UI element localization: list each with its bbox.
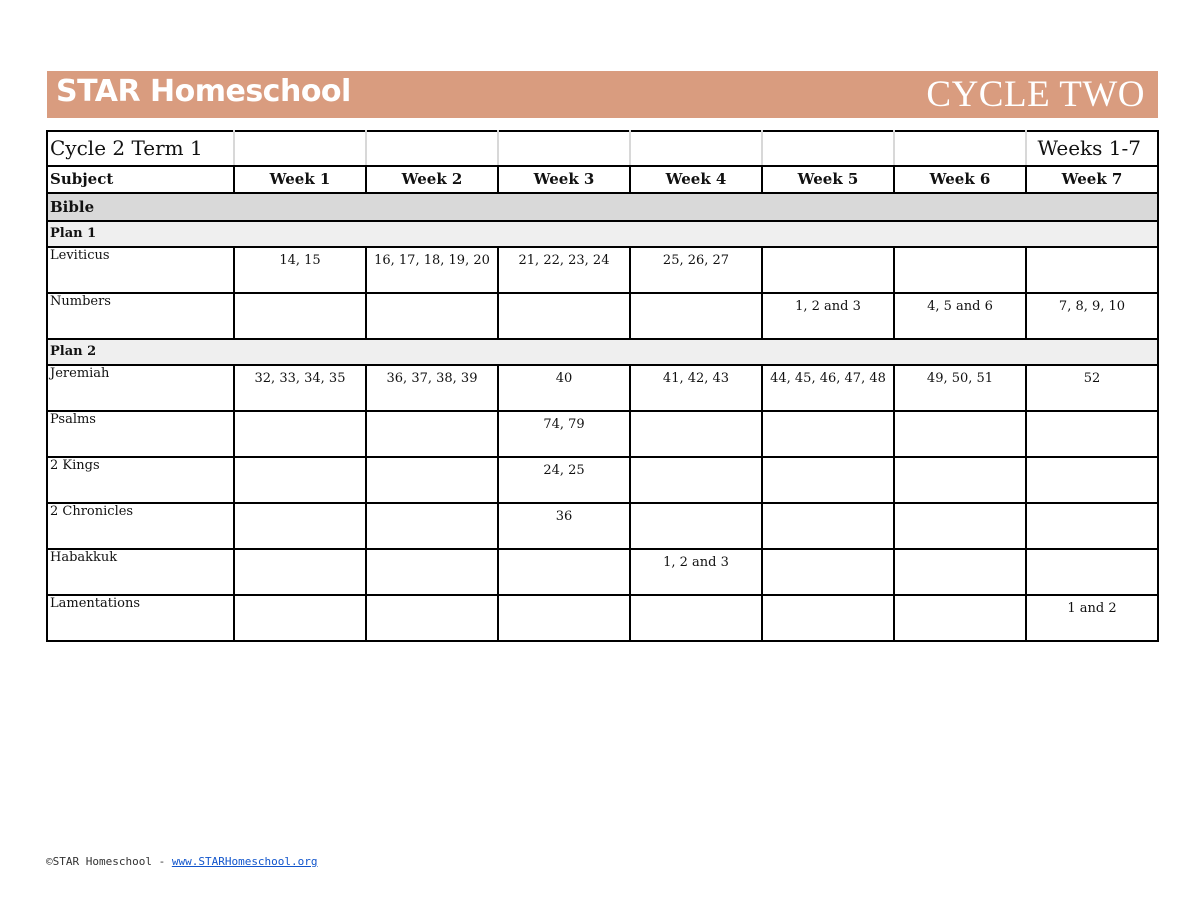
footer: [46, 855, 318, 868]
chapters-cell-week-6: [894, 549, 1026, 595]
chapters-cell-week-1: [234, 411, 366, 457]
column-header-subject: Subject: [47, 166, 234, 193]
reading-plan-table: [46, 130, 1159, 642]
cycle-label: CYCLE TWO: [926, 74, 1145, 115]
chapters-cell-week-7: [1026, 247, 1158, 293]
header-banner: [47, 71, 1158, 118]
column-header-week-4: Week 4: [630, 166, 762, 193]
chapters-cell-week-7: 1 and 2: [1026, 595, 1158, 641]
chapters-cell-week-5: [762, 549, 894, 595]
chapters-cell-week-4: [630, 457, 762, 503]
brand-title: STAR Homeschool: [56, 74, 351, 109]
chapters-cell-week-5: [762, 595, 894, 641]
chapters-cell-week-2: [366, 293, 498, 339]
chapters-cell-week-5: [762, 247, 894, 293]
plan-row: [47, 221, 1158, 247]
chapters-cell-week-6: [894, 457, 1026, 503]
title-spacer: [366, 131, 498, 166]
chapters-cell-week-6: 4, 5 and 6: [894, 293, 1026, 339]
chapters-cell-week-7: 7, 8, 9, 10: [1026, 293, 1158, 339]
chapters-cell-week-4: [630, 503, 762, 549]
subject-cell: Psalms: [47, 411, 234, 457]
chapters-cell-week-2: [366, 595, 498, 641]
chapters-cell-week-1: [234, 503, 366, 549]
table-row: [47, 503, 1158, 549]
chapters-cell-week-5: 1, 2 and 3: [762, 293, 894, 339]
chapters-cell-week-2: [366, 503, 498, 549]
chapters-cell-week-4: [630, 293, 762, 339]
chapters-cell-week-4: 1, 2 and 3: [630, 549, 762, 595]
chapters-cell-week-3: [498, 595, 630, 641]
subject-cell: Lamentations: [47, 595, 234, 641]
title-spacer: [762, 131, 894, 166]
chapters-cell-week-7: 52: [1026, 365, 1158, 411]
chapters-cell-week-6: [894, 503, 1026, 549]
chapters-cell-week-1: [234, 595, 366, 641]
chapters-cell-week-3: 36: [498, 503, 630, 549]
subject-cell: 2 Chronicles: [47, 503, 234, 549]
chapters-cell-week-1: 14, 15: [234, 247, 366, 293]
plan-label: Plan 1: [47, 221, 1158, 247]
plan-label: Plan 2: [47, 339, 1158, 365]
section-row-bible: [47, 193, 1158, 221]
chapters-cell-week-3: 40: [498, 365, 630, 411]
chapters-cell-week-3: 74, 79: [498, 411, 630, 457]
column-header-week-5: Week 5: [762, 166, 894, 193]
chapters-cell-week-3: 24, 25: [498, 457, 630, 503]
column-header-week-6: Week 6: [894, 166, 1026, 193]
chapters-cell-week-6: [894, 247, 1026, 293]
table-row: [47, 247, 1158, 293]
title-spacer: [498, 131, 630, 166]
chapters-cell-week-3: [498, 549, 630, 595]
subject-cell: Leviticus: [47, 247, 234, 293]
term-title: Cycle 2 Term 1: [47, 131, 234, 166]
chapters-cell-week-2: 16, 17, 18, 19, 20: [366, 247, 498, 293]
chapters-cell-week-2: [366, 549, 498, 595]
table-row: [47, 365, 1158, 411]
table-row: [47, 549, 1158, 595]
footer-copyright: ©STAR Homeschool -: [46, 855, 172, 868]
chapters-cell-week-7: [1026, 503, 1158, 549]
chapters-cell-week-7: [1026, 549, 1158, 595]
chapters-cell-week-3: 21, 22, 23, 24: [498, 247, 630, 293]
chapters-cell-week-1: [234, 549, 366, 595]
column-header-row: [47, 166, 1158, 193]
footer-website-link[interactable]: www.STARHomeschool.org: [171, 855, 318, 868]
table-row: [47, 457, 1158, 503]
chapters-cell-week-1: 32, 33, 34, 35: [234, 365, 366, 411]
table-row: [47, 411, 1158, 457]
chapters-cell-week-5: [762, 503, 894, 549]
chapters-cell-week-5: [762, 457, 894, 503]
chapters-cell-week-5: [762, 411, 894, 457]
chapters-cell-week-4: [630, 411, 762, 457]
title-spacer: [630, 131, 762, 166]
chapters-cell-week-4: 41, 42, 43: [630, 365, 762, 411]
subject-cell: 2 Kings: [47, 457, 234, 503]
chapters-cell-week-1: [234, 293, 366, 339]
column-header-week-1: Week 1: [234, 166, 366, 193]
column-header-week-7: Week 7: [1026, 166, 1158, 193]
chapters-cell-week-4: 25, 26, 27: [630, 247, 762, 293]
chapters-cell-week-5: 44, 45, 46, 47, 48: [762, 365, 894, 411]
chapters-cell-week-4: [630, 595, 762, 641]
title-spacer: [894, 131, 1026, 166]
chapters-cell-week-6: [894, 411, 1026, 457]
chapters-cell-week-3: [498, 293, 630, 339]
column-header-week-3: Week 3: [498, 166, 630, 193]
chapters-cell-week-7: [1026, 411, 1158, 457]
chapters-cell-week-2: [366, 411, 498, 457]
subject-cell: Habakkuk: [47, 549, 234, 595]
chapters-cell-week-6: [894, 595, 1026, 641]
section-title: Bible: [47, 193, 1158, 221]
title-spacer: [234, 131, 366, 166]
chapters-cell-week-2: 36, 37, 38, 39: [366, 365, 498, 411]
plan-row: [47, 339, 1158, 365]
chapters-cell-week-7: [1026, 457, 1158, 503]
subject-cell: Jeremiah: [47, 365, 234, 411]
chapters-cell-week-1: [234, 457, 366, 503]
table-row: [47, 293, 1158, 339]
weeks-range: Weeks 1-7: [1026, 131, 1158, 166]
column-header-week-2: Week 2: [366, 166, 498, 193]
chapters-cell-week-6: 49, 50, 51: [894, 365, 1026, 411]
table-title-row: [47, 131, 1158, 166]
subject-cell: Numbers: [47, 293, 234, 339]
table-row: [47, 595, 1158, 641]
chapters-cell-week-2: [366, 457, 498, 503]
